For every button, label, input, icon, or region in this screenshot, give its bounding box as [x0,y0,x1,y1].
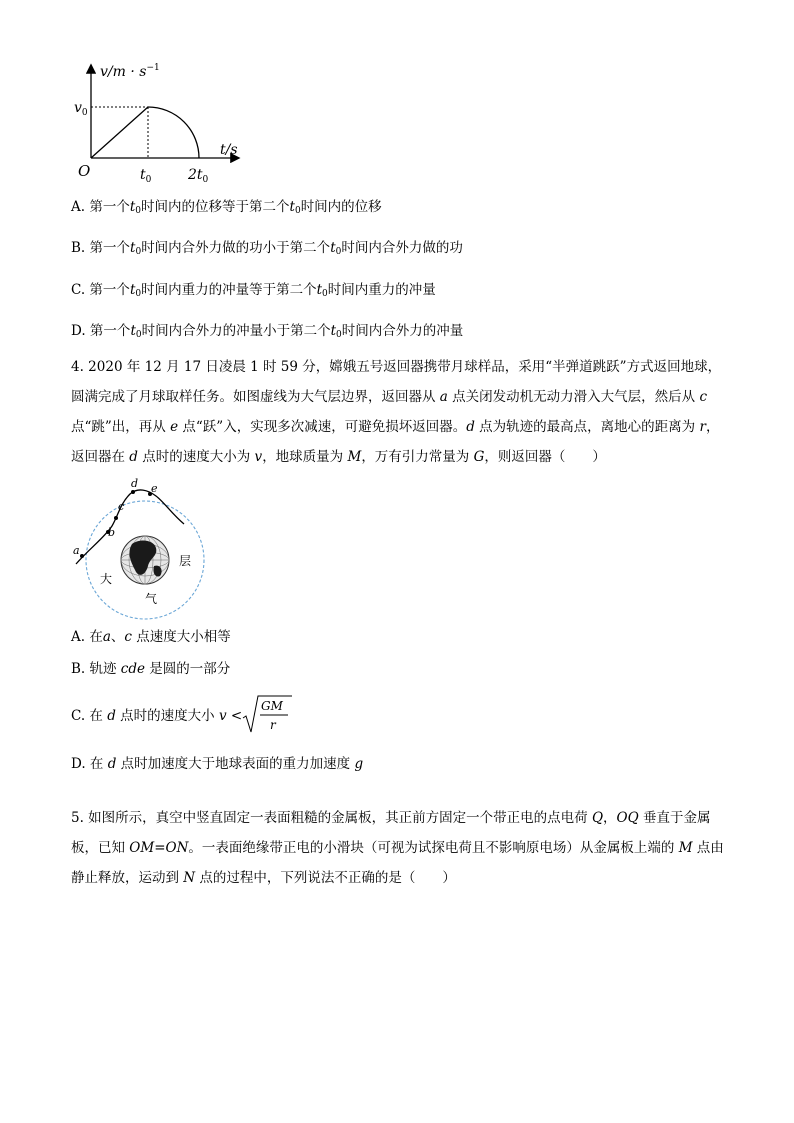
origin-label: O [78,162,91,180]
q4-option-c[interactable]: C. 在 d 点时的速度大小 v < [71,708,243,724]
q4-option-a[interactable]: A. 在a、c 点速度大小相等 [71,629,231,645]
q4-option-d[interactable]: D. 在 d 点时加速度大于地球表面的重力加速度 g [71,756,364,772]
two-t0-label: $2t_0$ [188,167,209,185]
ramp-line [91,107,148,158]
point-d [131,490,135,494]
v0-label: $v_0$ [74,100,88,118]
label-a: a [73,544,80,557]
t0-label: $t_0$ [140,167,152,185]
sqrt-gm-over-r [242,694,294,736]
point-a [80,554,84,558]
q3-option-c[interactable]: C. 第一个$t_0$时间内重力的冲量等于第二个$t_0$时间内重力的冲量 [71,282,436,299]
point-c [114,516,118,520]
label-e: e [151,482,158,495]
label-ceng: 层 [179,554,192,568]
numerator: GM [261,699,283,713]
label-d: d [131,477,139,490]
x-axis-label: t/s [220,142,238,158]
label-b: b [108,526,116,539]
q4-stem: 4. 2020 年 12 月 17 日凌晨 1 时 59 分，嫦娥五号返回器携带月球样品，采用“半弹道跳跃”方式返回地球，圆满完成了月球取样任务。如图虚线为大气层边界，返回器从 a 点关闭发动机无动力滑入大气层，然后从 c 点“跳”出，再从 e 点“跃”入，实现多次减速，可避免损坏返回器。d 点为轨迹的最高点，离地心的距离为 r，返回器在 d 点时的速度大小为 v，地球质量为 M，万有引力常量为 G，则返回器（ ） [71,359,722,465]
label-qi: 气 [145,592,158,606]
q3-option-a[interactable]: A. 第一个$t_0$时间内的位移等于第二个$t_0$时间内的位移 [71,199,382,216]
y-axis-label: $v/m \cdot s^{-1}$ [100,63,160,80]
label-da: 大 [100,572,113,586]
velocity-time-graph [74,58,254,188]
earth-globe-icon [121,536,169,584]
denominator: r [270,718,276,732]
q3-option-b[interactable]: B. 第一个$t_0$时间内合外力做的功小于第二个$t_0$时间内合外力做的功 [71,240,463,257]
quarter-arc [148,107,199,158]
q4-option-b[interactable]: B. 轨迹 cde 是圆的一部分 [71,661,231,677]
label-c: c [118,500,125,513]
q5-stem: 5. 如图所示，真空中竖直固定一表面粗糙的金属板，其正前方固定一个带正电的点电荷 Q，OQ 垂直于金属板，已知 OM=ON。一表面绝缘带正电的小滑块（可视为试探电荷且不影响原电场）从金属板上端的 M 点由静止释放，运动到 N 点的过程中，下列说法不正确的是（ ） [71,810,724,886]
q3-option-d[interactable]: D. 第一个$t_0$时间内合外力的冲量小于第二个$t_0$时间内合外力的冲量 [71,323,464,340]
reentry-trajectory-figure [68,474,218,624]
